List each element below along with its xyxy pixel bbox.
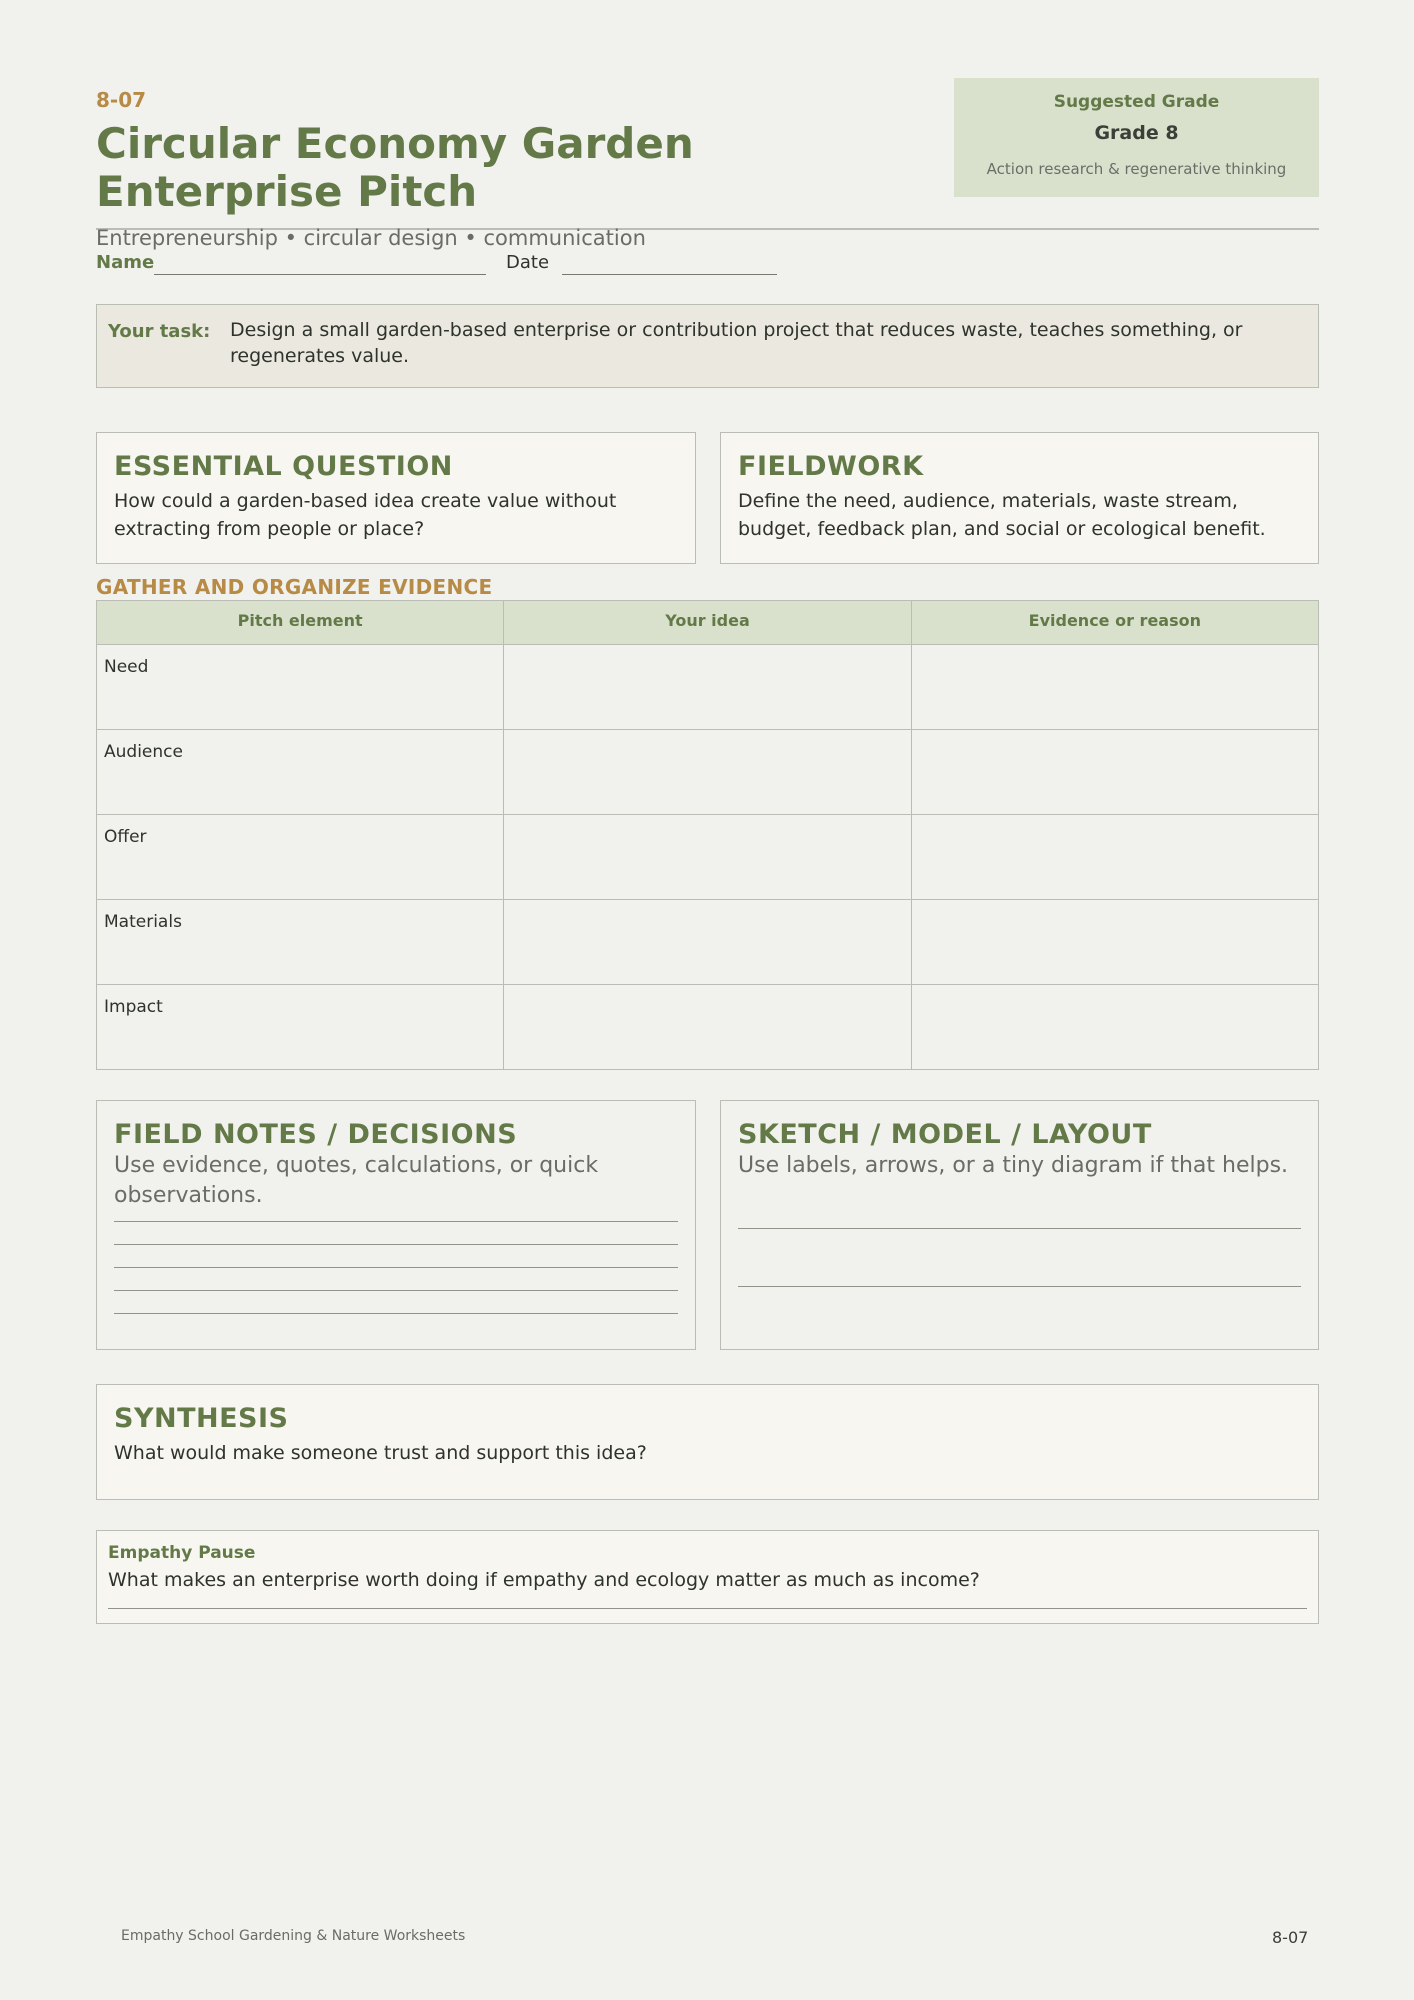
fieldwork-card xyxy=(720,432,1319,564)
field-notes-card xyxy=(96,1100,696,1350)
grade-label: Suggested Grade xyxy=(1053,92,1220,112)
synthesis-heading: SYNTHESIS xyxy=(114,1403,289,1434)
writing-line[interactable] xyxy=(114,1313,678,1314)
table-row xyxy=(97,900,1319,985)
idea-cell[interactable] xyxy=(504,730,911,815)
empathy-pause-card xyxy=(96,1530,1319,1624)
page-subtitle: Entrepreneurship • circular design • communication xyxy=(96,226,646,250)
idea-cell[interactable] xyxy=(504,900,911,985)
evidence-cell[interactable] xyxy=(911,985,1318,1070)
evidence-cell[interactable] xyxy=(911,900,1318,985)
task-box xyxy=(96,304,1319,388)
idea-cell[interactable] xyxy=(504,815,911,900)
empathy-pause-text: What makes an enterprise worth doing if empathy and ecology matter as much as income? xyxy=(108,1569,980,1591)
idea-cell[interactable] xyxy=(504,985,911,1070)
suggested-grade-box xyxy=(954,78,1319,197)
sketch-heading: SKETCH / MODEL / LAYOUT xyxy=(738,1119,1152,1150)
table-row xyxy=(97,730,1319,815)
synthesis-card xyxy=(96,1384,1319,1500)
idea-cell[interactable] xyxy=(504,645,911,730)
column-header: Evidence or reason xyxy=(911,601,1318,645)
writing-line[interactable] xyxy=(738,1228,1301,1229)
footer-source: Empathy School Gardening & Nature Worksheets xyxy=(121,1928,466,1944)
name-field[interactable] xyxy=(154,274,486,275)
sketch-card xyxy=(720,1100,1319,1350)
row-label: Offer xyxy=(97,815,504,900)
footer-page-code: 8-07 xyxy=(1272,1928,1309,1947)
writing-line[interactable] xyxy=(108,1608,1307,1609)
table-row xyxy=(97,815,1319,900)
essential-question-heading: ESSENTIAL QUESTION xyxy=(114,451,453,482)
task-label: Your task: xyxy=(108,321,211,342)
page-title: Circular Economy Garden Enterprise Pitch xyxy=(96,119,694,216)
sketch-hint: Use labels, arrows, or a tiny diagram if that helps. xyxy=(738,1153,1289,1178)
field-notes-hint: Use evidence, quotes, calculations, or quick observations. xyxy=(114,1153,599,1208)
essential-question-text: How could a garden-based idea create value without extracting from people or place? xyxy=(114,490,617,540)
evidence-cell[interactable] xyxy=(911,815,1318,900)
table-header-row xyxy=(97,601,1319,645)
evidence-heading: GATHER AND ORGANIZE EVIDENCE xyxy=(96,575,493,599)
empathy-pause-label: Empathy Pause xyxy=(108,1543,256,1563)
evidence-cell[interactable] xyxy=(911,730,1318,815)
fieldwork-text: Define the need, audience, materials, waste stream, budget, feedback plan, and social or ecological benefit. xyxy=(738,490,1266,540)
writing-line[interactable] xyxy=(114,1267,678,1268)
table-row xyxy=(97,645,1319,730)
row-label: Audience xyxy=(97,730,504,815)
row-label: Impact xyxy=(97,985,504,1070)
writing-line[interactable] xyxy=(114,1244,678,1245)
fieldwork-heading: FIELDWORK xyxy=(738,451,924,482)
grade-description: Action research & regenerative thinking xyxy=(986,160,1287,178)
name-label: Name xyxy=(96,252,155,273)
worksheet-code: 8-07 xyxy=(96,88,147,112)
field-notes-heading: FIELD NOTES / DECISIONS xyxy=(114,1119,518,1150)
column-header: Pitch element xyxy=(97,601,504,645)
task-text: Design a small garden-based enterprise or contribution project that reduces waste, teaches something, or regenerates value. xyxy=(230,319,1243,367)
date-label: Date xyxy=(506,252,550,273)
column-header: Your idea xyxy=(504,601,911,645)
row-label: Need xyxy=(97,645,504,730)
row-label: Materials xyxy=(97,900,504,985)
table-row xyxy=(97,985,1319,1070)
writing-line[interactable] xyxy=(738,1286,1301,1287)
essential-question-card xyxy=(96,432,696,564)
evidence-table xyxy=(96,600,1319,1070)
date-field[interactable] xyxy=(562,274,777,275)
synthesis-text: What would make someone trust and support this idea? xyxy=(114,1442,647,1464)
evidence-cell[interactable] xyxy=(911,645,1318,730)
writing-line[interactable] xyxy=(114,1290,678,1291)
writing-line[interactable] xyxy=(114,1221,678,1222)
grade-value: Grade 8 xyxy=(1094,122,1179,144)
